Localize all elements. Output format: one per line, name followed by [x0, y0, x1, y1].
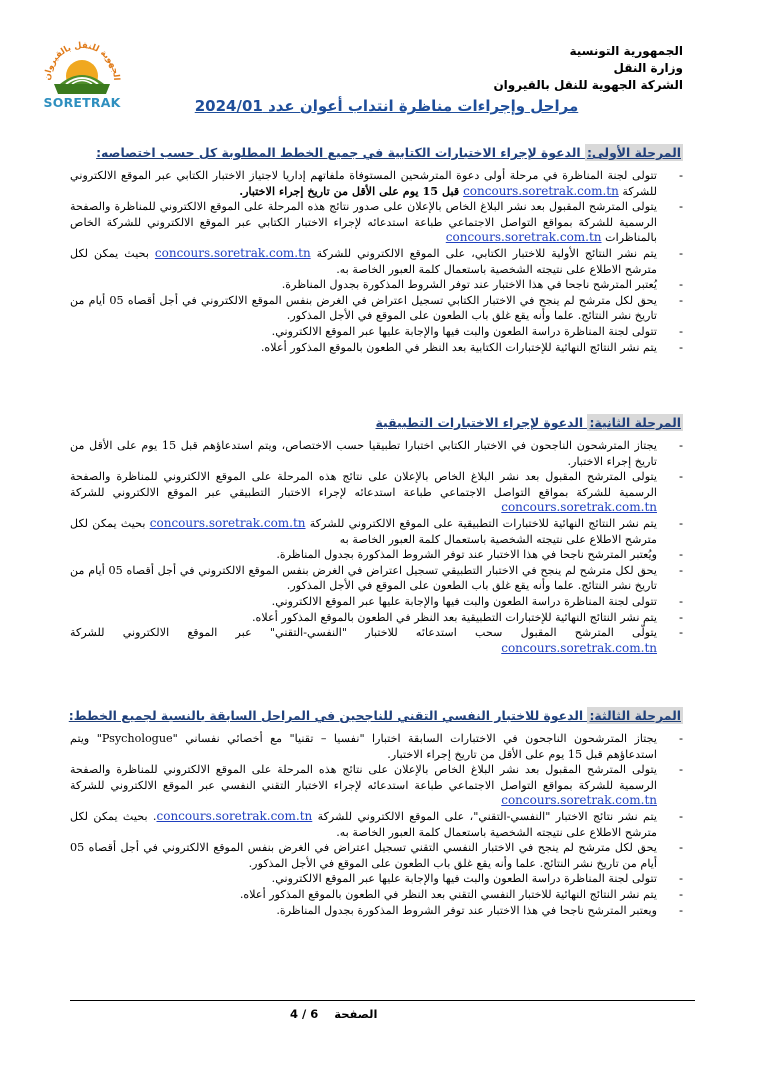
section-title: الدعوة لإجراء الاختبارات التطبيقية — [375, 415, 588, 430]
site-link[interactable]: concours.soretrak.com.tn — [501, 793, 657, 808]
site-link[interactable]: concours.soretrak.com.tn — [149, 515, 306, 530]
page-footer — [290, 1007, 377, 1021]
header-company: الشركة الجهوية للنقل بالقيروان — [493, 78, 683, 92]
section-title: الدعوة للاختبار النفسي التقني للناجحين في المراحل السابقة بالنسبة لجميع الخطط: — [68, 708, 588, 723]
page-number: 4 / 6 — [290, 1007, 319, 1021]
section-phase-1 — [70, 143, 683, 355]
list-item: - تتولى لجنة المناظرة دراسة الطعون والبت فيها والإجابة عليها عبر الموقع الالكتروني. — [70, 324, 683, 340]
section-heading — [70, 143, 683, 163]
list-item: - يتم نشر نتائج الاختبار "النفسي-التقني"، على الموقع الالكتروني للشركة concours.soretrak.com.tn. بحيث يمكن لكل مترشح الاطلاع على نتيجته الشخصية باستعمال كلمة العبور الخاصة به. — [70, 809, 683, 840]
logo-emblem-icon — [40, 38, 124, 96]
list-item: - يجتاز المترشحون الناجحون في الاختبارات السابقة اختبارا "نفسيا – تقنيا" مع أخصائي نفساني "Psychologue" ويتم استدعاؤهم قبل 15 يوم على الأقل من تاريخ إجراء الاختبار. — [70, 731, 683, 762]
site-link[interactable]: concours.soretrak.com.tn — [445, 230, 602, 245]
list-item: - يتم نشر النتائج الأولية للاختبار الكتابي، على الموقع الالكتروني للشركة concours.soretrak.com.tn بحيث يمكن لكل مترشح الاطلاع على نتيجته الشخصية باستعمال كلمة العبور الخاصة به. — [70, 246, 683, 277]
site-link[interactable]: concours.soretrak.com.tn — [463, 183, 619, 198]
section-heading — [70, 706, 683, 726]
site-link[interactable]: concours.soretrak.com.tn — [154, 245, 311, 260]
header-republic: الجمهورية التونسية — [569, 44, 683, 58]
list-item: - يحق لكل مترشح لم ينجح في الاختبار النفسي التقني تسجيل اعتراض في الغرض بنفس الموقع الالكتروني في أجل أقصاه 05 أيام من تاريخ نشر النتائج. علما وأنه يقع غلق باب الطعون على الموقع في الأجل المذكور. — [70, 840, 683, 871]
list-item: - تتولى لجنة المناظرة دراسة الطعون والبت فيها والإجابة عليها عبر الموقع الالكتروني. — [70, 594, 683, 610]
section-title: الدعوة لإجراء الاختبارات الكتابية في جميع الخطط المطلوبة كل حسب اختصاصه: — [96, 145, 585, 160]
letterhead — [493, 43, 683, 94]
list-item: - يتولى المترشح المقبول بعد نشر البلاغ الخاص بالإعلان على صدور نتائج هذه المرحلة على الموقع الالكتروني للمناظرة والصفحة الرسمية للشركة بمواقع التواصل الاجتماعي طباعة استدعائه لإجراء الاختبار الكتابي عبر الموقع الالكتروني للشركة الخاص بالمناظرات concours.soretrak.com.tn — [70, 199, 683, 246]
site-link[interactable]: concours.soretrak.com.tn — [156, 808, 313, 823]
list-item: - يحق لكل مترشح لم ينجح في الاختبار التطبيقي تسجيل اعتراض في الغرض بنفس الموقع الالكتروني في أجل أقصاه 05 أيام من تاريخ نشر النتائج. علما وأنه يقع غلق باب الطعون على الموقع في الأجل المذكور. — [70, 563, 683, 594]
list-item: - يُعتبر المترشح ناجحا في هذا الاختبار عند توفر الشروط المذكورة بجدول المناظرة. — [70, 277, 683, 293]
list-item: - يتولّى المترشح المقبول سحب استدعائه للاختبار "النفسي-التقني" عبر الموقع الالكتروني للشركة concours.soretrak.com.tn — [70, 625, 683, 656]
list-item: - تتولى لجنة المناظرة دراسة الطعون والبت فيها والإجابة عليها عبر الموقع الالكتروني. — [70, 871, 683, 887]
logo-brand-text: SORETRAK — [43, 95, 121, 110]
footer-divider — [70, 1000, 695, 1001]
list-item: - يتم نشر النتائج النهائية للإختبارات الكتابية بعد النظر في الطعون بالموقع المذكور أعلاه. — [70, 340, 683, 356]
list-item: - يتولى المترشح المقبول بعد نشر البلاغ الخاص بالإعلان على نتائج هذه المرحلة على الموقع الالكتروني للمناظرة والصفحة الرسمية للشركة بمواقع التواصل الاجتماعي طباعة استدعائه لإجراء الاختبار التطبيقي عبر الموقع الالكتروني للشركة concours.soretrak.com.tn — [70, 469, 683, 516]
list-item: - يتم نشر النتائج النهائية للاختبارات التطبيقية على الموقع الالكتروني للشركة concours.soretrak.com.tn بحيث يمكن لكل مترشح الاطلاع على نتيجته الشخصية باستعمال كلمة العبور الخاصة به — [70, 516, 683, 547]
site-link[interactable]: concours.soretrak.com.tn — [501, 640, 657, 655]
section-heading — [70, 413, 683, 433]
site-link[interactable]: concours.soretrak.com.tn — [501, 500, 657, 515]
list-item: - ويعتبر المترشح ناجحا في هذا الاختبار عند توفر الشروط المذكورة بجدول المناظرة. — [70, 903, 683, 919]
list-item: - يتم نشر النتائج النهائية للاختبار النفسي التقني بعد النظر في الطعون بالموقع المذكور أعلاه. — [70, 887, 683, 903]
svg-text:الجهوية للنقل بالقيروان: الجهوية للنقل بالقيروان — [42, 40, 122, 81]
header-ministry: وزارة النقل — [613, 61, 683, 75]
document-title: مراحل وإجراءات مناظرة انتداب أعوان عدد 2024/01 — [194, 97, 579, 115]
section-tag: المرحلة الثانية: — [589, 415, 681, 430]
list-item: - يجتاز المترشحون الناجحون في الاختبار الكتابي اختبارا تطبيقيا حسب الاختصاص، ويتم استدعاؤهم قبل 15 يوم على الأقل من تاريخ إجراء الاختبار. — [70, 438, 683, 469]
list-item: - يتم نشر النتائج النهائية للإختبارات التطبيقية بعد النظر في الطعون بالموقع المذكور أعلاه. — [70, 610, 683, 626]
item-list — [70, 168, 683, 355]
section-phase-3 — [70, 706, 683, 918]
section-tag: المرحلة الأولى: — [586, 145, 681, 160]
list-item: - يحق لكل مترشح لم ينجح في الاختبار الكتابي تسجيل اعتراض في الغرض بنفس الموقع الالكتروني في أجل أقصاه 05 أيام من تاريخ نشر النتائج. علما وأنه يقع غلق باب الطعون على الموقع في الأجل المذكور. — [70, 293, 683, 324]
section-phase-2 — [70, 413, 683, 656]
list-item: - ويُعتبر المترشح ناجحا في هذا الاختبار عند توفر الشروط المذكورة بجدول المناظرة. — [70, 547, 683, 563]
page-label: الصفحة — [334, 1007, 378, 1021]
item-list — [70, 731, 683, 918]
section-tag: المرحلة الثالثة: — [589, 708, 681, 723]
list-item: - تتولى لجنة المناظرة في مرحلة أولى دعوة المترشحين المستوفاة ملفاتهم إداريا لاجتياز الاختبار الكتابي عبر الموقع الالكتروني للشركة concours.soretrak.com.tn قبل 15 يوم على الأقل من تاريخ إجراء الاختبار. — [70, 168, 683, 199]
list-item: - يتولى المترشح المقبول بعد نشر البلاغ الخاص بالإعلان على نتائج هذه المرحلة على الموقع الالكتروني للمناظرة والصفحة الرسمية للشركة بمواقع التواصل الاجتماعي طباعة استدعائه لإجراء الاختبار التقني النفسي عبر الموقع الالكتروني للشركة concours.soretrak.com.tn — [70, 762, 683, 809]
item-list — [70, 438, 683, 656]
